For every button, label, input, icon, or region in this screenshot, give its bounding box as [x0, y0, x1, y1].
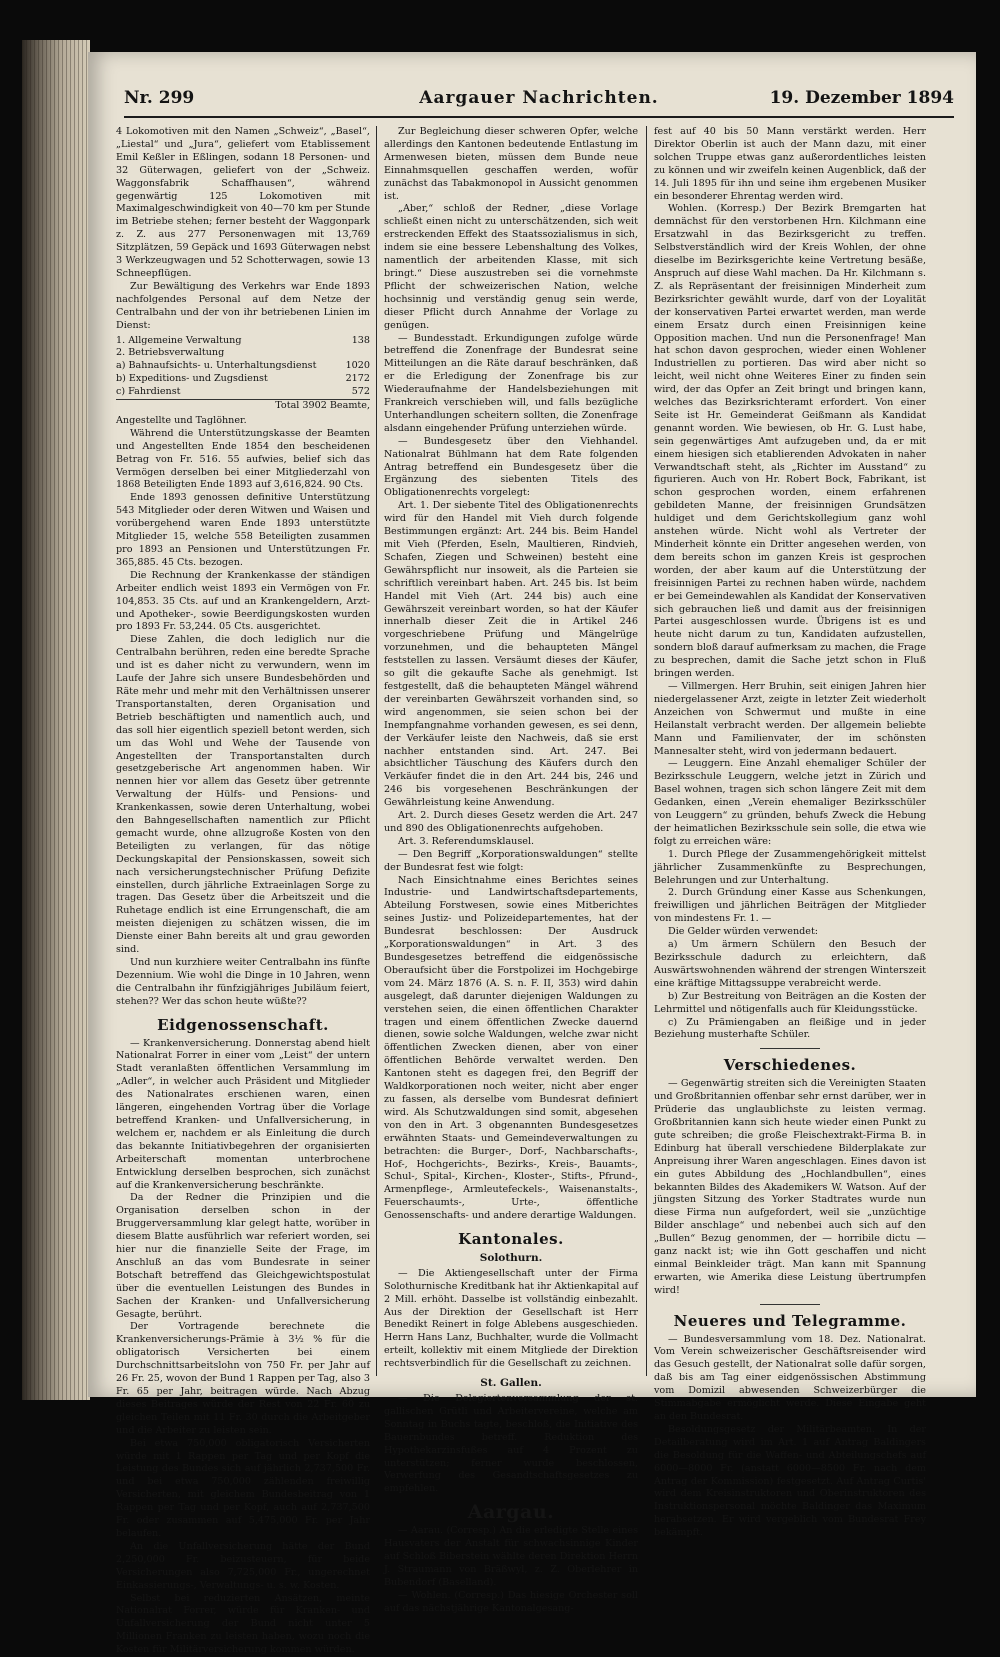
subsection-heading: St. Gallen. [384, 1377, 638, 1390]
newspaper-title: Aargauer Nachrichten. [124, 88, 954, 108]
paragraph: — Aarau. (Corresp.) An die erledigte Stelle eines Hausvaters der Anstalt für schwachsinnige Kinder auf Schloß Biberstein wählte deren Direktion Herrn J. Straumann von Bräßwyl, z. Z. Oberlehrer in Bubendorf (Baselland). [384, 1525, 638, 1590]
paragraph: — Die Aktiengesellschaft unter der Firma Solothurnische Kreditbank hat ihr Aktienkapital auf 2 Mill. erhöht. Dasselbe ist vollständig einbezahlt. Aus der Direktion der Gesellschaft ist Herr Benedikt Reinert in folge Ablebens ausgeschieden. Herrn Hans Lanz, Buchhalter, wurde die Vollmacht erteilt, kollektiv mit einem Mitgliede der Direktion rechtsverbindlich für die Gesellschaft zu zeichnen. [384, 1268, 638, 1371]
paragraph: An die Unfallversicherung hätte der Bund 2,250,000 Fr. beizusteuern, für beide Versicherungen also 7,725,000 Fr., ungerechnet Einkassierungs-, Verwaltungs- u. s. w. Kosten. [116, 1541, 370, 1593]
paragraph: Die Gelder würden verwendet: [654, 926, 926, 939]
paragraph: Bei etwa 750,000 obligatorisch Versicherten würde mit 1 Rappen per Tag und per Kopf die Leistung des Bundes sich auf jährlich 2,737,500 Fr. und bei etwa 750,000 zählenden freiwillig Versicherten, mit gleichem Bundesbeitrag von 1 Rappen per Tag und per Kopf, auch auf 2,737,500 Fr. oder zusammen auf 5,475,000 Fr. per Jahr belaufen. [116, 1438, 370, 1541]
paragraph: — Gegenwärtig streiten sich die Vereinigten Staaten und Großbritannien offenbar sehr ernst darüber, wer in Prüderie das unglaublichste zu leisten vermag. Großbritannien kann sich heute wieder einen Punkt zu gute schreiben; die große Fleischextrakt-Firma B. in Edinburg hat überall verschiedene Bilderplakate zur Anpreisung ihrer Waren angeschlagen. Eines davon ist ein gutes Abbildung des „Hochlandbullen“, eines bekannten Bildes des Akademikers W. Watson. Auf der jüngsten Sitzung des Yorker Stadtrates wurde nun diese Firma nun aufgefordert, weil sie „unzüchtige Bilder anschlage“ und nebenbei auch sich auf den „Bullen“ Bezug genommen, der — horribile dictu — ganz nackt ist; wie ihn Gott geschaffen und nicht einmal Beinkleider trägt. Man kann mit Spannung erwarten, wie Amerika diese Leistung übertrumpfen wird! [654, 1078, 926, 1297]
paragraph: Zur Begleichung dieser schweren Opfer, welche allerdings den Kantonen bedeutende Entlastung im Armenwesen bieten, müssen dem Bunde neue Einnahmsquellen geschaffen werden, wofür zunächst das Tabakmonopol in Aussicht genommen ist. [384, 126, 638, 203]
page-number: Nr. 299 [124, 88, 194, 108]
paragraph: „Aber,“ schloß der Redner, „diese Vorlage schließt einen nicht zu unterschätzenden, sich weit erstreckenden Effekt des Staatssozialismus in sich, indem sie eine bessere Lebenshaltung des Volkes, namentlich der arbeitenden Klasse, mit sich bringt.“ Diese auszustreben sei die vornehmste Pflicht der schweizerischen Nation, welche hochsinnig und verständig genug sein werde, dieser Pflicht durch Annahme der Vorlage zu genügen. [384, 203, 638, 332]
section-heading: Verschiedenes. [654, 1059, 926, 1072]
divider [760, 1048, 820, 1049]
paragraph: Ende 1893 genossen definitive Unterstützung 543 Mitglieder oder deren Witwen und Waisen und vorübergehend waren Ende 1893 unterstützte Mitglieder 15, welche 558 Beteiligten zusammen pro 1893 an Pensionen und Unterstützungen Fr. 365,885. 45 Cts. bezogen. [116, 492, 370, 569]
newspaper-page [88, 52, 976, 1397]
paragraph: Diese Zahlen, die doch lediglich nur die Centralbahn berühren, reden eine beredte Sprache und ist es daher nicht zu verwundern, wenn im Laufe der Jahre sich unsere Bundesbehörden und Räte mehr und mehr mit den Verhältnissen unserer Transportanstalten, deren Organisation und Betrieb beschäftigten und namentlich auch, und das soll hier eigentlich speziell betont werden, sich um das Wohl und Wehe der Tausende von Angestellten der Transportanstalten durch gesetzgeberische Art angenommen haben. Wir nennen hier vor allem das Gesetz über getrennte Verwaltung der Hülfs- und Pensions- und Krankenkassen, sowie deren Unterhaltung, wobei den Bahngesellschaften namentlich zur Pflicht gemacht wurde, ohne allzugroße Kosten von den Beteiligten zu verlangen, für das nötige Deckungskapital der Pensionskassen, soweit sich nach versicherungstechnischer Prüfung Defizite einstellen, durch jährliche Extraeinlagen Sorge zu tragen. Das Gesetz über die Arbeitszeit und die Ruhetage endlich ist eine Errungenschaft, die am meisten diejenigen zu schätzen wissen, die im Dienste einer Bahn bereits alt und grau geworden sind. [116, 634, 370, 957]
section-heading: Neueres und Telegramme. [654, 1315, 926, 1328]
column-1 [116, 126, 370, 1386]
paragraph: — Villmergen. Herr Bruhin, seit einigen Jahren hier niedergelassener Arzt, zeigte in letzter Zeit wiederholt Anzeichen von Schwermut und mußte in eine Heilanstalt verbracht werden. Der allgemein beliebte Mann und Familienvater, der im schönsten Mannesalter steht, wird von jedermann bedauert. [654, 681, 926, 758]
column-2 [384, 126, 638, 1386]
paragraph: fest auf 40 bis 50 Mann verstärkt werden. Herr Direktor Oberlin ist auch der Mann dazu, mit einer solchen Truppe etwas ganz außerordentliches leisten zu können und wir zweifeln keinen Augenblick, daß der 14. Juli 1895 für ihn und seine ihm ergebenen Musiker ein besonderer Ehrentag werden wird. [654, 126, 926, 203]
paragraph: Nach Einsichtnahme eines Berichtes seines Industrie- und Landwirtschaftsdepartements, Abteilung Forstwesen, sowie eines Mitberichtes seines Justiz- und Polizeidepartementes, hat der Bundesrat beschlossen: Der Ausdruck „Korporationswaldungen“ in Art. 3 des Bundesgesetzes betreffend die eidgenössische Oberaufsicht über die Forstpolizei im Hochgebirge vom 24. März 1876 (A. S. n. F. II, 353) wird dahin ausgelegt, daß darunter diejenigen Waldungen zu verstehen seien, die einen öffentlichen Charakter tragen und einem öffentlichen Zwecke dauernd dienen, sowie solche Waldungen, welche zwar nicht öffentlichen Zwecken dienen, aber von einer öffentlichen Behörde verwaltet werden. Den Kantonen steht es dagegen frei, den Begriff der Waldkorporationen noch weiter, nicht aber enger zu fassen, als derselbe vom Bundesrat definiert wird. Als Schutzwaldungen sind somit, abgesehen von den in Art. 3 obgenannten Bundesgesetzes erwähnten Staats- und Gemeindeverwaltungen zu betrachten: die Burger-, Dorf-, Nachbarschafts-, Hof-, Hochgerichts-, Bezirks-, Kreis-, Bauamts-, Schul-, Spital-, Kirchen-, Kloster-, Stifts-, Pfrund-, Armenpflege-, Armleutefeckels-, Waisenanstalts-, Feuerschaumts-, Urte-, öffentliche Genossenschafts- und andere derartige Waldungen. [384, 875, 638, 1223]
table-row: 1. Allgemeine Verwaltung 138 [116, 335, 370, 348]
paragraph: — Bundesstadt. Erkundigungen zufolge würde betreffend die Zonenfrage der Bundesrat seine Mitteilungen an die Räte darauf beschränken, daß er die Erledigung der Zonenfrage bis zur Wiederaufnahme der Handelsbeziehungen mit Frankreich verschieben will, und falls bezügliche Unterhandlungen scheitern sollten, die Zonenfrage alsdann eingehender Prüfung unterziehen würde. [384, 333, 638, 436]
column-divider [646, 126, 647, 1376]
paragraph: — Krankenversicherung. Donnerstag abend hielt Nationalrat Forrer in einer vom „Leist“ der untern Stadt veranlaßten öffentlichen Versammlung im „Adler“, in welcher auch Präsident und Mitglieder des Nationalrates erschienen waren, einen längeren, eingehenden Vortrag über die Vorlage betreffend Kranken- und Unfallversicherung, in welchem er, nachdem er als Einleitung die durch das bekannte Initiativbegehren der organisierten Arbeiterschaft momentan unterbrochene Entwicklung derselben besprochen, sich zunächst auf die Krankenversicherung beschränkte. [116, 1038, 370, 1193]
paragraph: Selbst bei reduzierten Ansätzen, meinte Nationalrat Forrer, würde für Kranken- und Unfallversicherung der Bund nicht unter 5 Millionen Franken zu leisten haben, wozu noch die Kosten für Militärversicherung kommen würden. [116, 1593, 370, 1657]
paragraph: c) Zu Prämiengaben an fleißige und in jeder Beziehung musterhafte Schüler. [654, 1017, 926, 1043]
divider [760, 1304, 820, 1305]
paragraph: Da der Redner die Prinzipien und die Organisation derselben schon in der Bruggerversammlung klar gelegt hatte, worüber in diesem Blatte ausführlich war referiert worden, sei hier nur die finanzielle Seite der Frage, im Anschluß an das vom Bundesrate in seiner Botschaft betreffend das Gleichgewichtspostulat über die eventuellen Leistungen des Bundes in Sachen der Kranken- und Unfallversicherung Gesagte, berührt. [116, 1192, 370, 1321]
section-heading: Aargau. [384, 1506, 638, 1519]
table-row: 2. Betriebsverwaltung [116, 347, 370, 360]
paragraph: — Wohlen. (Corresp.) Das hiesige Orchester soll auf das nächstjährige Kantonalgesang- [384, 1590, 638, 1616]
paragraph: Angestellte und Taglöhner. [116, 415, 370, 428]
paragraph: — Leuggern. Eine Anzahl ehemaliger Schüler der Bezirksschule Leuggern, welche jetzt in Zürich und Basel wohnen, tragen sich schon längere Zeit mit dem Gedanken, einen „Verein ehemaliger Bezirksschüler von Leuggern“ zu gründen, behufs Zweck die Hebung der heimatlichen Bezirksschule sein solle, die etwa wie folgt zu erreichen wäre: [654, 758, 926, 848]
paragraph: a) Um ärmern Schülern den Besuch der Bezirksschule dadurch zu erleichtern, daß Auswärtswohnenden während der strengen Winterszeit eine kräftige Mittagssuppe verabreicht werde. [654, 939, 926, 991]
paragraph: Während die Unterstützungskasse der Beamten und Angestellten Ende 1854 den bescheidenen Betrag von Fr. 516. 55 aufwies, belief sich das Vermögen derselben bei einer Mitgliederzahl von 1868 Beteiligten Ende 1893 auf 3,616,824. 90 Cts. [116, 428, 370, 493]
paragraph: Und nun kurzhiere weiter Centralbahn ins fünfte Dezennium. Wie wohl die Dinge in 10 Jahren, wenn die Centralbahn ihr fünfzigjähriges Jubiläum feiert, stehen?? Wer das schon heute wüßte?? [116, 957, 370, 1009]
paragraph: — Bundesgesetz über den Viehhandel. Nationalrat Bühlmann hat dem Rate folgenden Antrag betreffend ein Bundesgesetz über die Ergänzung des siebenten Titels des Obligationenrechts vorgelegt: [384, 436, 638, 501]
paragraph: 2. Durch Gründung einer Kasse aus Schenkungen, freiwilligen und jährlichen Beiträgen der Mitglieder von mindestens Fr. 1. — [654, 887, 926, 926]
paragraph: — Die Delegiertenversammlung der st. gallischen Grütli und Arbeitervereine, welche am Sonntag in Buchs tagte, beschloß, die Initiative des Bauernbundes betreff. Reduktion des Hypothekarzinsfußes auf 4 Prozent zu unterstützen; ferner wurde beschlossen, Verwerfung des Gesandtschaftsgesetzes zu empfehlen. [384, 1393, 638, 1496]
book-binding [22, 40, 90, 1400]
column-divider [376, 126, 377, 1376]
paragraph: 4 Lokomotiven mit den Namen „Schweiz“, „Basel“, „Liestal“ und „Jura“, geliefert vom Etablissement Emil Keßler in Eßlingen, sodann 18 Personen- und 32 Güterwagen, geliefert von der „Schweiz. Waggonsfabrik Schaffhausen“, während gegenwärtig 125 Lokomotiven mit Maximalgeschwindigkeit von 40—70 km per Stunde im Betriebe stehen; ferner besteht der Waggonpark z. Z. aus 277 Personenwagen mit 13,769 Sitzplätzen, 59 Gepäck und 1693 Güterwagen nebst 3 Werkzeugwagen und 52 Schotterwagen, sowie 13 Schneepflügen. [116, 126, 370, 281]
personnel-table [116, 335, 370, 413]
paragraph: b) Zur Bestreitung von Beiträgen an die Kosten der Lehrmittel und nötigenfalls auch für Kleidungsstücke. [654, 991, 926, 1017]
paragraph: 1. Durch Pflege der Zusammengehörigkeit mittelst jährlicher Zusammenkünfte zu Besprechungen, Belehrungen und zur Unterhaltung. [654, 849, 926, 888]
paragraph: Art. 3. Referendumsklausel. [384, 836, 638, 849]
table-row: a) Bahnaufsichts- u. Unterhaltungsdienst 1020 [116, 360, 370, 373]
paragraph: Zur Bewältigung des Verkehrs war Ende 1893 nachfolgendes Personal auf dem Netze der Centralbahn und der von ihr betriebenen Linien im Dienst: [116, 281, 370, 333]
paragraph: — Bundesversammlung vom 18. Dez. Nationalrat. Vom Verein schweizerischer Geschäftsreisender wird das Gesuch gestellt, der Nationalrat solle dafür sorgen, daß bis am Tag einer eidgenössischen Abstimmung vom Domizil abwesenden Schweizerbürger die Stimmabgabe ermöglicht werde. Diese Eingabe geht an den Bundesrat. [654, 1334, 926, 1424]
issue-date: 19. Dezember 1894 [770, 88, 954, 108]
page-header [124, 86, 954, 118]
column-3 [654, 126, 926, 1386]
section-heading: Eidgenossenschaft. [116, 1019, 370, 1032]
subsection-heading: Solothurn. [384, 1252, 638, 1265]
paragraph: Art. 1. Der siebente Titel des Obligationenrechts wird für den Handel mit Vieh durch folgende Bestimmungen ergänzt: Art. 244 bis. Beim Handel mit Vieh (Pferden, Eseln, Maultieren, Rindvieh, Schafen, Ziegen und Schweinen) besteht eine Gewährspflicht nur insoweit, als die Parteien sie schriftlich vereinbart haben. Art. 245 bis. Ist beim Handel mit Vieh (Art. 244 bis) auch eine Gewährszeit vereinbart worden, so hat der Käufer innerhalb dieser Zeit die in Artikel 246 vorgeschriebene Prüfung und Mängelrüge vorzunehmen, und die behaupteten Mängel feststellen zu lassen. Versäumt dieses der Käufer, so gilt die gekaufte Sache als genehmigt. Ist festgestellt, daß die behaupteten Mängel während der vereinbarten Gewährszeit vorhanden sind, so wird angenommen, sie seien schon bei der Inempfangnahme vorhanden gewesen, es sei denn, der Verkäufer leiste den Nachweis, daß sie erst nachher entstanden sind. Art. 247. Bei absichtlicher Täuschung des Käufers durch den Verkäufer findet die in den Art. 244 bis, 246 und 246 bis vorgesehenen Beschränkungen der Gewährleistung keine Anwendung. [384, 500, 638, 810]
section-heading: Kantonales. [384, 1233, 638, 1246]
paragraph: Art. 2. Durch dieses Gesetz werden die Art. 247 und 890 des Obligationenrechts aufgehoben. [384, 810, 638, 836]
paragraph: Besoldungsgesetz der Militärbeamten. In der Detailberatung wird im Art. 1 auf Antrag Baldingers die Besoldung für die Waffen- und Abteilungschefs auf 6000—8000 Fr. (anstatt 6000—8500 Fr. nach dem Antrag der Kommission) festgesetzt. Auf Antrag Curtis' wird dem Kreisinstruktoren und Oberinstruktoren des Instruktionspersonal möchte Baldinger das Maximum herabsetzen. Er wird vergeblich vom Bundesrat Frey bekämpft. [654, 1424, 926, 1540]
table-row: c) Fahrdienst 572 [116, 386, 370, 399]
paragraph: Die Rechnung der Krankenkasse der ständigen Arbeiter endlich weist 1893 ein Vermögen von Fr. 104,853. 35 Cts. auf und an Krankengeldern, Arzt- und Apotheker-, sowie Beerdigungskosten wurden pro 1893 Fr. 53,244. 05 Cts. ausgerichtet. [116, 570, 370, 635]
table-row: b) Expeditions- und Zugsdienst 2172 [116, 373, 370, 386]
paragraph: — Den Begriff „Korporationswaldungen“ stellte der Bundesrat fest wie folgt: [384, 849, 638, 875]
paragraph: Der Vortragende berechnete die Krankenversicherungs-Prämie à 3½ % für die obligatorisch Versicherten bei einem Durchschnittsarbeitslohn von 750 Fr. per Jahr auf 26 Fr. 25, wovon der Bund 1 Rappen per Tag, also 3 Fr. 65 per Jahr, beitragen würde. Nach Abzug dieses Beitrages würde der Rest von 22 Fr. 60 zu gleichen Teilen mit 11 Fr. 30 durch die Arbeitgeber und die Arbeiter zu leisten sein. [116, 1321, 370, 1437]
paragraph: Wohlen. (Korresp.) Der Bezirk Bremgarten hat demnächst für den verstorbenen Hrn. Kilchmann eine Ersatzwahl in das Bezirksgericht zu treffen. Selbstverständlich wird der Kreis Wohlen, der ohne dieselbe im Bezirksgerichte keine Vertretung besäße, Anspruch auf diese Wahl machen. Da Hr. Kilchmann s. Z. als Repräsentant der freisinnigen Minderheit zum Bezirksrichter gewählt wurde, darf von der Loyalität der konservativen Partei erwartet werden, man werde einem Ersatz durch einen Freisinnigen keine Opposition machen. Und nun die Personenfrage! Man hat schon davon gesprochen, wieder einen Wohlener Industriellen zu portieren. Das wird aber nicht so leicht, weil nicht ohne Weiteres Einer zu finden sein wird, der das Opfer an Zeit bringt und bringen kann, welches das Bezirksrichteramt erfordert. Von einer Seite ist Hr. Gemeinderat Geißmann als Kandidat genannt worden. Wie bewiesen, ob Hr. G. Lust habe, sein gegenwärtiges Amt aufzugeben und, da er mit einem hiesigen sich etablierenden Advokaten in naher Verwandtschaft steht, als „Richter im Ausstand“ zu figurieren. Auch von Hr. Robert Bock, Fabrikant, ist schon gesprochen worden, einem erfahrenen gebildeten Manne, der freisinnigen Grundsätzen huldiget und dem Gerichtskollegium ganz wohl anstehen würde. Nicht wohl als Vertreter der Minderheit könnte ein Dritter angesehen werden, von dem bereits schon im ganzen Kreis ist gesprochen worden, der aber kaum auf die Unterstützung der freisinnigen Partei zu rechnen haben würde, nachdem er bei Gemeindewahlen als Kandidat der Konservativen sich gebrauchen ließ und damit aus der freisinnigen Partei ausgeschlossen wurde. Übrigens ist es und heute nicht darum zu tun, Kandidaten aufzustellen, sondern bloß darauf aufmerksam zu machen, die Frage zu besprechen, damit die Sache jetzt schon in Fluß bringen werden. [654, 203, 926, 681]
table-total: Total 3902 Beamte, [116, 399, 370, 413]
